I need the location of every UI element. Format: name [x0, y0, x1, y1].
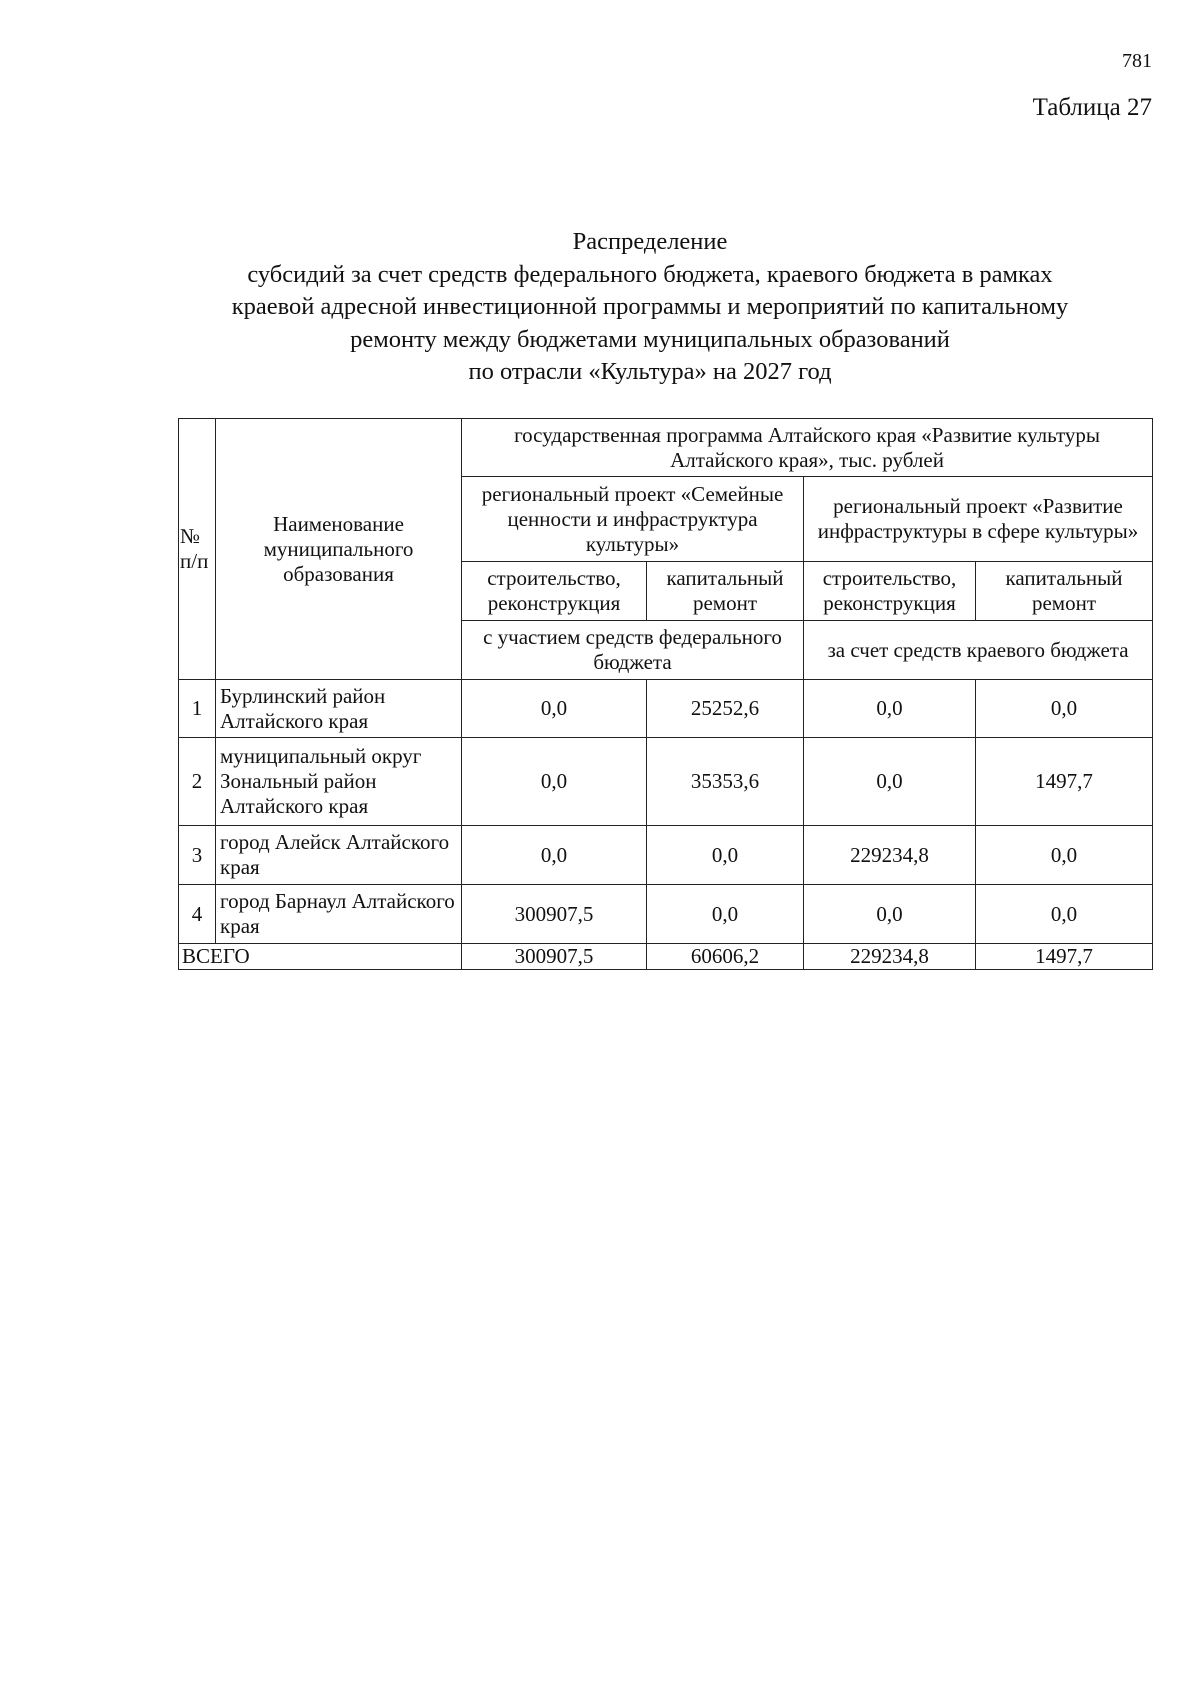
title-line: по отрасли «Культура» на 2027 год: [468, 358, 832, 385]
value-cell: 35353,6: [647, 738, 804, 826]
value-cell: 0,0: [462, 826, 647, 885]
project-1-header: региональный проект «Семейные ценности и инфраструктура культуры»: [462, 477, 804, 562]
total-value: 1497,7: [976, 944, 1153, 970]
row-number: 4: [179, 885, 216, 944]
page-number: 781: [1122, 50, 1152, 72]
row-number: 1: [179, 680, 216, 738]
column-header-number: № п/п: [179, 419, 216, 680]
subheader-construction: строительство, реконструкция: [462, 562, 647, 621]
municipality-name: муниципальный округ Зональный район Алтайского края: [216, 738, 462, 826]
title-line: субсидий за счет средств федерального бюджета, краевого бюджета в рамках: [247, 260, 1053, 288]
row-number: 2: [179, 738, 216, 826]
row-number: 3: [179, 826, 216, 885]
table-row: [179, 826, 1153, 885]
column-header-name: Наименование муниципального образования: [216, 419, 462, 680]
table-label: Таблица 27: [1032, 94, 1152, 121]
total-value: 229234,8: [804, 944, 976, 970]
total-row: [179, 944, 1153, 970]
title-line: ремонту между бюджетами муниципальных образований: [350, 325, 950, 353]
title-line: краевой адресной инвестиционной программы и мероприятий по капитальному: [231, 293, 1069, 320]
program-header: государственная программа Алтайского края «Развитие культуры Алтайского края», тыс. рублей: [462, 419, 1153, 477]
value-cell: 229234,8: [804, 826, 976, 885]
subheader-repair: капитальный ремонт: [647, 562, 804, 621]
distribution-table: [178, 418, 1153, 970]
value-cell: 25252,6: [647, 680, 804, 738]
value-cell: 0,0: [976, 826, 1153, 885]
value-cell: 300907,5: [462, 885, 647, 944]
funding-regional-header: за счет средств краевого бюджета: [804, 621, 1153, 680]
value-cell: 0,0: [976, 885, 1153, 944]
table-row: [179, 680, 1153, 738]
subheader-repair: капитальный ремонт: [976, 562, 1153, 621]
subheader-construction: строительство, реконструкция: [804, 562, 976, 621]
value-cell: 0,0: [804, 680, 976, 738]
title-line: Распределение: [572, 228, 728, 255]
funding-federal-header: с участием средств федерального бюджета: [462, 621, 804, 680]
value-cell: 0,0: [462, 680, 647, 738]
municipality-name: город Алейск Алтайского края: [216, 826, 462, 885]
value-cell: 0,0: [804, 885, 976, 944]
table-row: [179, 885, 1153, 944]
total-label: ВСЕГО: [179, 944, 462, 970]
value-cell: 0,0: [976, 680, 1153, 738]
value-cell: 0,0: [462, 738, 647, 826]
table-header-row: [179, 419, 1153, 477]
table-row: [179, 738, 1153, 826]
total-value: 300907,5: [462, 944, 647, 970]
project-2-header: региональный проект «Развитие инфраструктуры в сфере культуры»: [804, 477, 1153, 562]
document-title: [150, 226, 1150, 389]
total-value: 60606,2: [647, 944, 804, 970]
municipality-name: город Барнаул Алтайского края: [216, 885, 462, 944]
value-cell: 0,0: [804, 738, 976, 826]
value-cell: 0,0: [647, 885, 804, 944]
municipality-name: Бурлинский район Алтайского края: [216, 680, 462, 738]
value-cell: 0,0: [647, 826, 804, 885]
value-cell: 1497,7: [976, 738, 1153, 826]
